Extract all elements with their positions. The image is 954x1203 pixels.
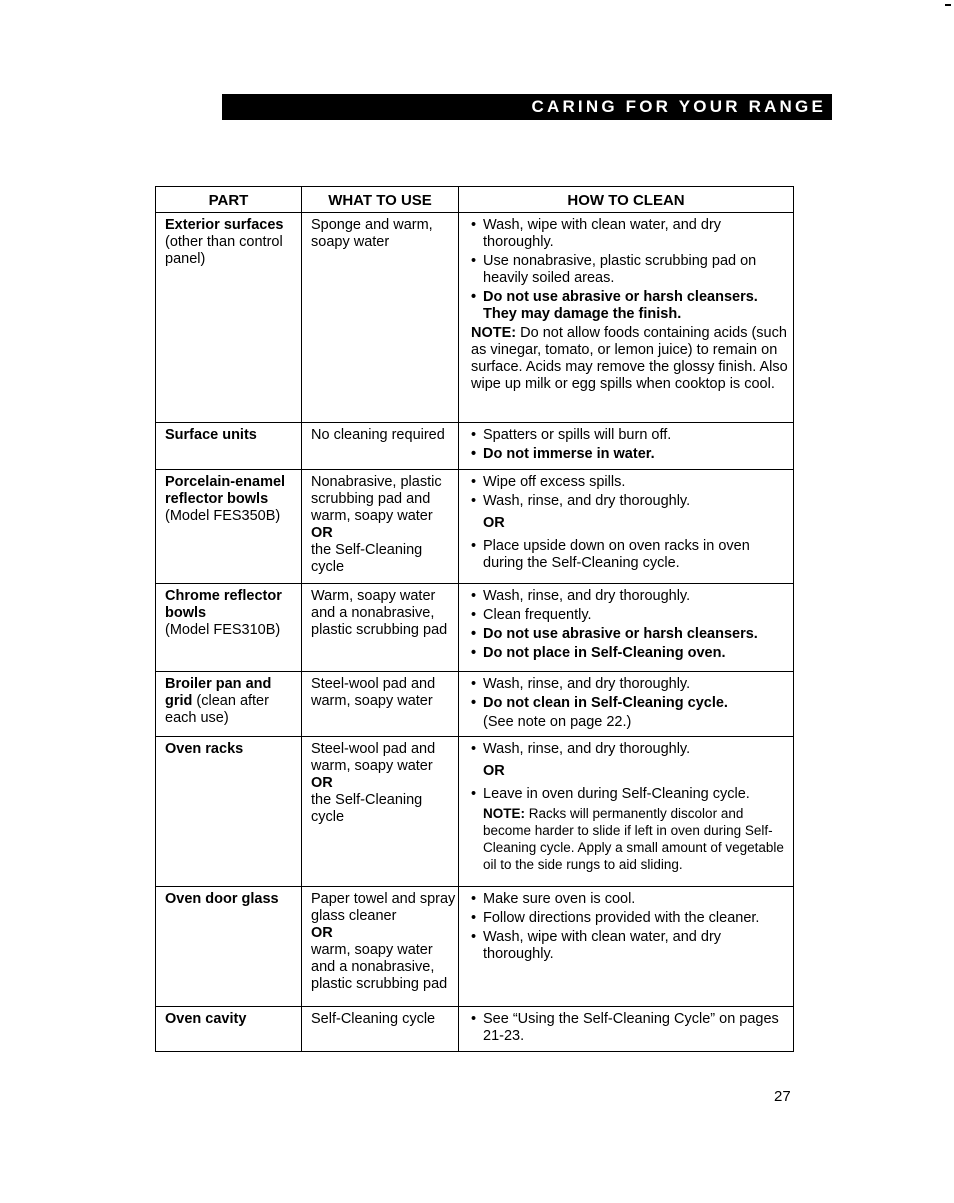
part-cell (156, 423, 302, 470)
table-row (156, 672, 794, 737)
part-cell (156, 470, 302, 584)
use-text: Self-Cleaning cycle (311, 1011, 436, 1027)
how-cell (459, 423, 794, 470)
use-text: Paper towel and spray glass cleaner (311, 891, 456, 924)
use-text: OR (311, 925, 333, 941)
bullet-list (471, 217, 789, 323)
table-row (156, 887, 794, 1007)
bullet-list (471, 538, 789, 572)
table-row (156, 423, 794, 470)
use-cell (302, 213, 459, 423)
use-cell (302, 1007, 459, 1052)
column-header-part: PART (156, 187, 302, 213)
how-cell (459, 213, 794, 423)
note-text (471, 325, 789, 393)
how-cell (459, 887, 794, 1007)
part-name: Oven cavity (165, 1011, 247, 1027)
bullet-list (471, 891, 789, 963)
bullet-item: • Wash, rinse, and dry thoroughly. (471, 588, 789, 605)
use-text: the Self-Cleaning cycle (311, 792, 423, 825)
how-cell (459, 1007, 794, 1052)
bullet-item: • Do not use abrasive or harsh cleansers. (471, 626, 789, 643)
bullet-list (471, 588, 789, 662)
how-cell (459, 672, 794, 737)
use-text: Steel-wool pad and warm, soapy water (311, 741, 436, 774)
how-cell (459, 584, 794, 672)
bullet-item: • Wipe off excess spills. (471, 474, 789, 491)
part-name: Broiler pan and grid (165, 676, 272, 709)
section-title: CARING FOR YOUR RANGE (531, 97, 826, 116)
part-note: (clean after each use) (165, 693, 269, 726)
bullet-item: • Make sure oven is cool. (471, 891, 789, 908)
use-cell (302, 423, 459, 470)
note-body: Racks will permanently discolor and become harder to slide if left in oven during Self-Cleaning cycle. Apply a small amount of vegetable oil to the side rungs to aid sliding. (483, 806, 784, 872)
cleaning-table (155, 186, 794, 1052)
bullet-item: • Do not clean in Self-Cleaning cycle. (471, 695, 789, 712)
bullet-item: • Wash, rinse, and dry thoroughly. (471, 741, 789, 758)
bullet-item: • Do not use abrasive or harsh cleansers. They may damage the finish. (471, 289, 789, 323)
use-cell (302, 470, 459, 584)
part-name: Porcelain-enamel reflector bowls (165, 474, 286, 507)
bullet-item: • Do not immerse in water. (471, 446, 789, 463)
table-row (156, 1007, 794, 1052)
part-name: Oven racks (165, 741, 244, 757)
use-cell (302, 584, 459, 672)
bullet-item: • Follow directions provided with the cleaner. (471, 910, 789, 927)
note-text (483, 805, 789, 873)
use-cell (302, 737, 459, 887)
bullet-list (471, 474, 789, 510)
bullet-list (471, 427, 789, 463)
bullet-item: • Leave in oven during Self-Cleaning cycle. (471, 786, 789, 803)
table-header (156, 187, 794, 213)
table-row (156, 470, 794, 584)
bullet-item: • Spatters or spills will burn off. (471, 427, 789, 444)
bullet-item: • Place upside down on oven racks in oven during the Self-Cleaning cycle. (471, 538, 789, 572)
part-cell (156, 672, 302, 737)
bullet-list (471, 741, 789, 758)
note-label: NOTE: (483, 806, 525, 821)
note-label: NOTE: (471, 325, 517, 341)
part-note: (Model FES310B) (165, 622, 281, 638)
how-cell (459, 737, 794, 887)
use-text: Nonabrasive, plastic scrubbing pad and warm, soapy water (311, 474, 442, 524)
table-body (156, 213, 794, 1052)
table-row (156, 584, 794, 672)
use-text: No cleaning required (311, 427, 445, 443)
part-name: Exterior surfaces (165, 217, 284, 233)
part-note: (Model FES350B) (165, 508, 281, 524)
continued-text: (See note on page 22.) (483, 714, 632, 730)
use-text: OR (311, 775, 333, 791)
part-name: Oven door glass (165, 891, 279, 907)
part-note: (other than control panel) (165, 234, 283, 267)
part-name: Surface units (165, 427, 257, 443)
or-divider: OR (483, 763, 505, 779)
bullet-list (471, 676, 789, 712)
bullet-item: • Clean frequently. (471, 607, 789, 624)
part-cell (156, 737, 302, 887)
bullet-item: • Wash, wipe with clean water, and dry thoroughly. (471, 217, 789, 251)
table-row (156, 737, 794, 887)
bullet-item: • Wash, rinse, and dry thoroughly. (471, 676, 789, 693)
use-text: Sponge and warm, soapy water (311, 217, 433, 250)
bullet-list (471, 1011, 789, 1045)
bullet-item: • Wash, rinse, and dry thoroughly. (471, 493, 789, 510)
how-cell (459, 470, 794, 584)
bullet-item: • See “Using the Self-Cleaning Cycle” on pages 21-23. (471, 1011, 789, 1045)
note-body: Do not allow foods containing acids (such as vinegar, tomato, or lemon juice) to remain on surface. Acids may remove the glossy finish. Also wipe up milk or egg spills when cooktop is cool. (471, 325, 788, 392)
column-header-how-to-clean: HOW TO CLEAN (459, 187, 794, 213)
use-text: warm, soapy water and a nonabrasive, plastic scrubbing pad (311, 942, 448, 992)
part-cell (156, 213, 302, 423)
header-row (156, 187, 794, 213)
bullet-item: • Wash, wipe with clean water, and dry thoroughly. (471, 929, 789, 963)
bullet-item: • Use nonabrasive, plastic scrubbing pad on heavily soiled areas. (471, 253, 789, 287)
part-name: Chrome reflector bowls (165, 588, 282, 621)
bullet-list (471, 786, 789, 803)
use-cell (302, 672, 459, 737)
table-row (156, 213, 794, 423)
column-header-what-to-use: WHAT TO USE (302, 187, 459, 213)
use-text: Warm, soapy water and a nonabrasive, plastic scrubbing pad (311, 588, 448, 638)
part-cell (156, 1007, 302, 1052)
part-cell (156, 887, 302, 1007)
page-number: 27 (774, 1088, 791, 1105)
use-cell (302, 887, 459, 1007)
use-text: OR (311, 525, 333, 541)
section-header (222, 94, 832, 120)
bullet-item: • Do not place in Self-Cleaning oven. (471, 645, 789, 662)
use-text: the Self-Cleaning cycle (311, 542, 423, 575)
use-text: Steel-wool pad and warm, soapy water (311, 676, 436, 709)
or-divider: OR (483, 515, 505, 531)
part-cell (156, 584, 302, 672)
page-edge-mark (945, 4, 951, 6)
